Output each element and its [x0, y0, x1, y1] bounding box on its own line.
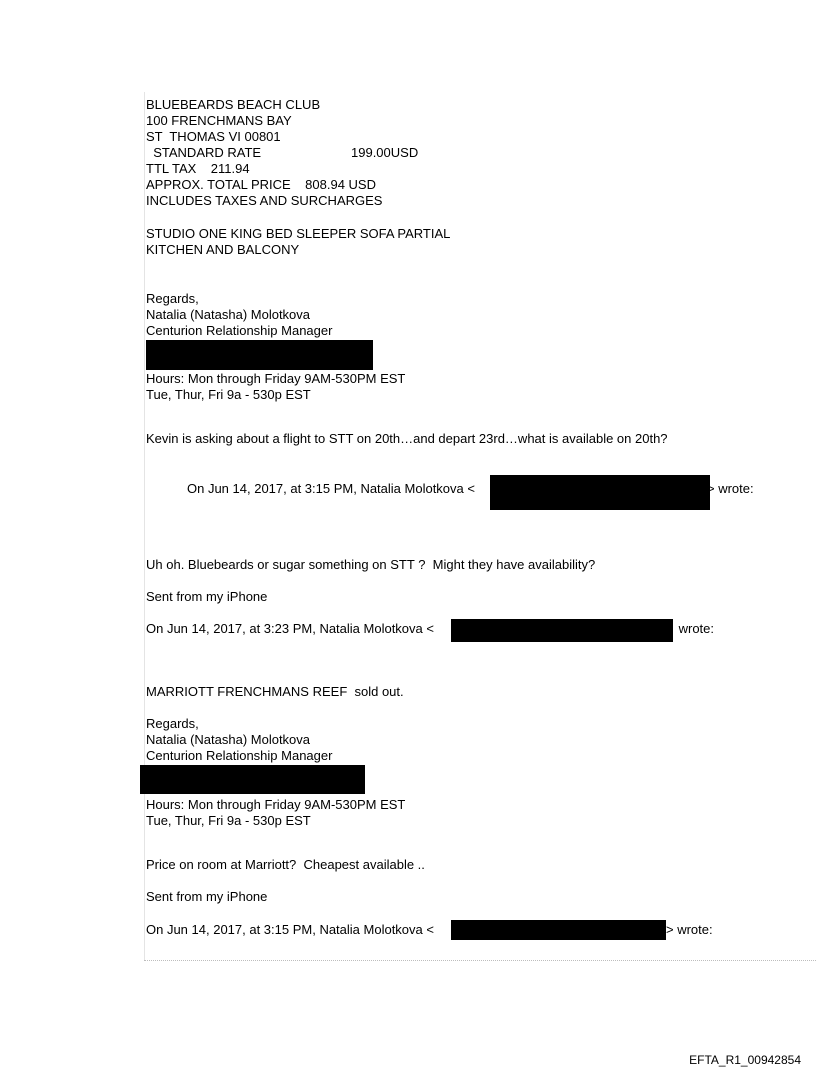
signature-hours-line2: Tue, Thur, Fri 9a - 530p EST — [146, 387, 311, 402]
redaction-block — [451, 920, 666, 940]
quote-header-2-suffix: wrote: — [675, 621, 715, 636]
quote-header-1: On Jun 14, 2017, at 3:15 PM, Natalia Molotkova < — [187, 481, 475, 496]
quote-header-1-suffix: > wrote: — [707, 481, 754, 496]
quote-header-3: On Jun 14, 2017, at 3:15 PM, Natalia Molotkova < — [146, 922, 434, 937]
redaction-block — [490, 475, 710, 510]
room-description-line2: KITCHEN AND BALCONY — [146, 242, 300, 257]
approx-total-price: APPROX. TOTAL PRICE 808.94 USD — [146, 177, 376, 192]
signature-title: Centurion Relationship Manager — [146, 323, 333, 338]
redaction-block — [146, 340, 373, 370]
room-description-line1: STUDIO ONE KING BED SLEEPER SOFA PARTIAL — [146, 226, 451, 241]
rate-label: STANDARD RATE — [146, 145, 262, 160]
signature-regards: Regards, — [146, 716, 199, 731]
signature-name: Natalia (Natasha) Molotkova — [146, 732, 311, 747]
signature-hours-line1: Hours: Mon through Friday 9AM-530PM EST — [146, 797, 406, 812]
redaction-block — [140, 765, 365, 794]
message-kevin-flight: Kevin is asking about a flight to STT on 20th…and depart 23rd…what is available on 20th? — [146, 431, 668, 446]
quote-header-2: On Jun 14, 2017, at 3:23 PM, Natalia Molotkova < — [146, 621, 434, 636]
total-tax: TTL TAX 211.94 — [146, 161, 250, 176]
hotel-address-line2: ST THOMAS VI 00801 — [146, 129, 281, 144]
document-id: EFTA_R1_00942854 — [689, 1053, 801, 1067]
page-bottom-divider — [144, 960, 816, 961]
sent-from-iphone: Sent from my iPhone — [146, 889, 268, 904]
message-marriott-sold-out: MARRIOTT FRENCHMANS REEF sold out. — [146, 684, 404, 699]
redaction-block — [451, 619, 673, 642]
rate-value: 199.00USD — [351, 145, 419, 160]
signature-name: Natalia (Natasha) Molotkova — [146, 307, 311, 322]
includes-taxes: INCLUDES TAXES AND SURCHARGES — [146, 193, 383, 208]
message-bluebeards: Uh oh. Bluebeards or sugar something on STT ? Might they have availability? — [146, 557, 596, 572]
quote-border — [144, 92, 145, 960]
hotel-name: BLUEBEARDS BEACH CLUB — [146, 97, 321, 112]
message-price-marriott: Price on room at Marriott? Cheapest available .. — [146, 857, 425, 872]
signature-title: Centurion Relationship Manager — [146, 748, 333, 763]
signature-hours-line2: Tue, Thur, Fri 9a - 530p EST — [146, 813, 311, 828]
signature-regards: Regards, — [146, 291, 199, 306]
hotel-address-line1: 100 FRENCHMANS BAY — [146, 113, 292, 128]
signature-hours-line1: Hours: Mon through Friday 9AM-530PM EST — [146, 371, 406, 386]
quote-header-3-suffix: > wrote: — [666, 922, 713, 937]
sent-from-iphone: Sent from my iPhone — [146, 589, 268, 604]
